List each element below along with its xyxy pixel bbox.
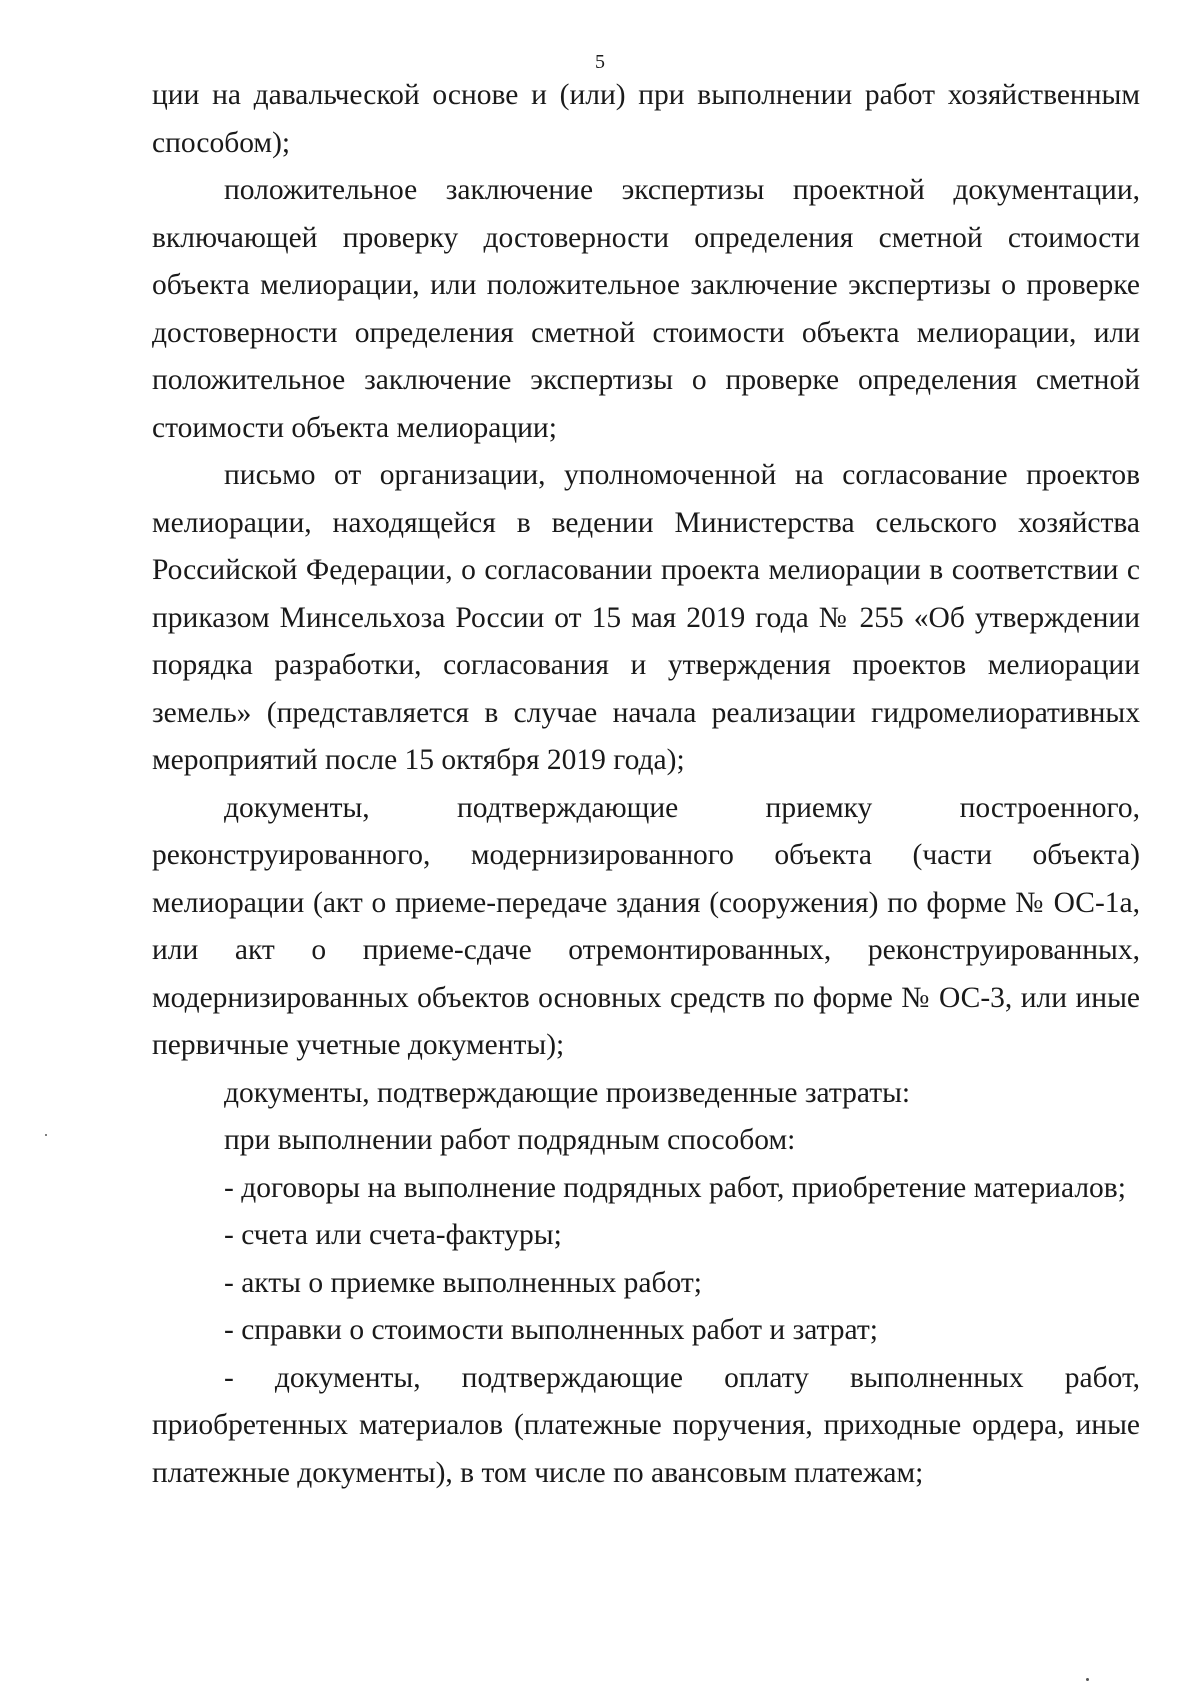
- paragraph-continuation: ции на давальческой основе и (или) при выполнении работ хозяйственным способом);: [152, 79, 1140, 159]
- paragraph-cost-documents: документы, подтверждающие произведенные затраты:: [224, 1076, 911, 1109]
- list-item-invoices: - счета или счета-фактуры;: [224, 1219, 562, 1251]
- paragraph-approval-letter: письмо от организации, уполномоченной на согласование проектов мелиорации, находящейся в ведении Министерства сельского хозяйства Российской Федерации, о согласовании проекта мелиорации в соответствии с приказом Минсельхоза России от 15 мая 2019 года № 255 «Об утверждении порядка разработки, согласования и утверждения проектов мелиорации земель» (представляется в случае начала реализации гидромелиоративных мероприятий после 15 октября 2019 года);: [152, 459, 1140, 776]
- page-number: 5: [595, 51, 605, 73]
- list-item-contracts: - договоры на выполнение подрядных работ, приобретение материалов;: [224, 1171, 1126, 1204]
- list-item-acceptance-acts: - акты о приемке выполненных работ;: [224, 1266, 702, 1299]
- document-body: [152, 72, 1140, 1497]
- list-item-cost-statements: - справки о стоимости выполненных работ и затрат;: [224, 1314, 878, 1346]
- paragraph-expertise-conclusion: положительное заключение экспертизы проектной документации, включающей проверку достоверности определения сметной стоимости объекта мелиорации, или положительное заключение экспертизы о проверке достоверности определения сметной стоимости объекта мелиорации, или положительное заключение экспертизы о проверке определения сметной стоимости объекта мелиорации;: [152, 174, 1140, 444]
- paragraph-contract-method: при выполнении работ подрядным способом:: [224, 1124, 796, 1156]
- scan-artifact-dot: [45, 1134, 47, 1136]
- paragraph-acceptance-documents: документы, подтверждающие приемку построенного, реконструированного, модернизированного объекта (части объекта) мелиорации (акт о приеме-передаче здания (сооружения) по форме № ОС-1а, или акт о приеме-сдаче отремонтированных, реконструированных, модернизированных объектов основных средств по форме № ОС-3, или иные первичные учетные документы);: [152, 791, 1140, 1061]
- list-item-payment-documents: - документы, подтверждающие оплату выполненных работ, приобретенных материалов (платежные поручения, приходные ордера, иные платежные документы), в том числе по авансовым платежам;: [152, 1361, 1140, 1489]
- scan-artifact-dot: [1086, 1678, 1089, 1681]
